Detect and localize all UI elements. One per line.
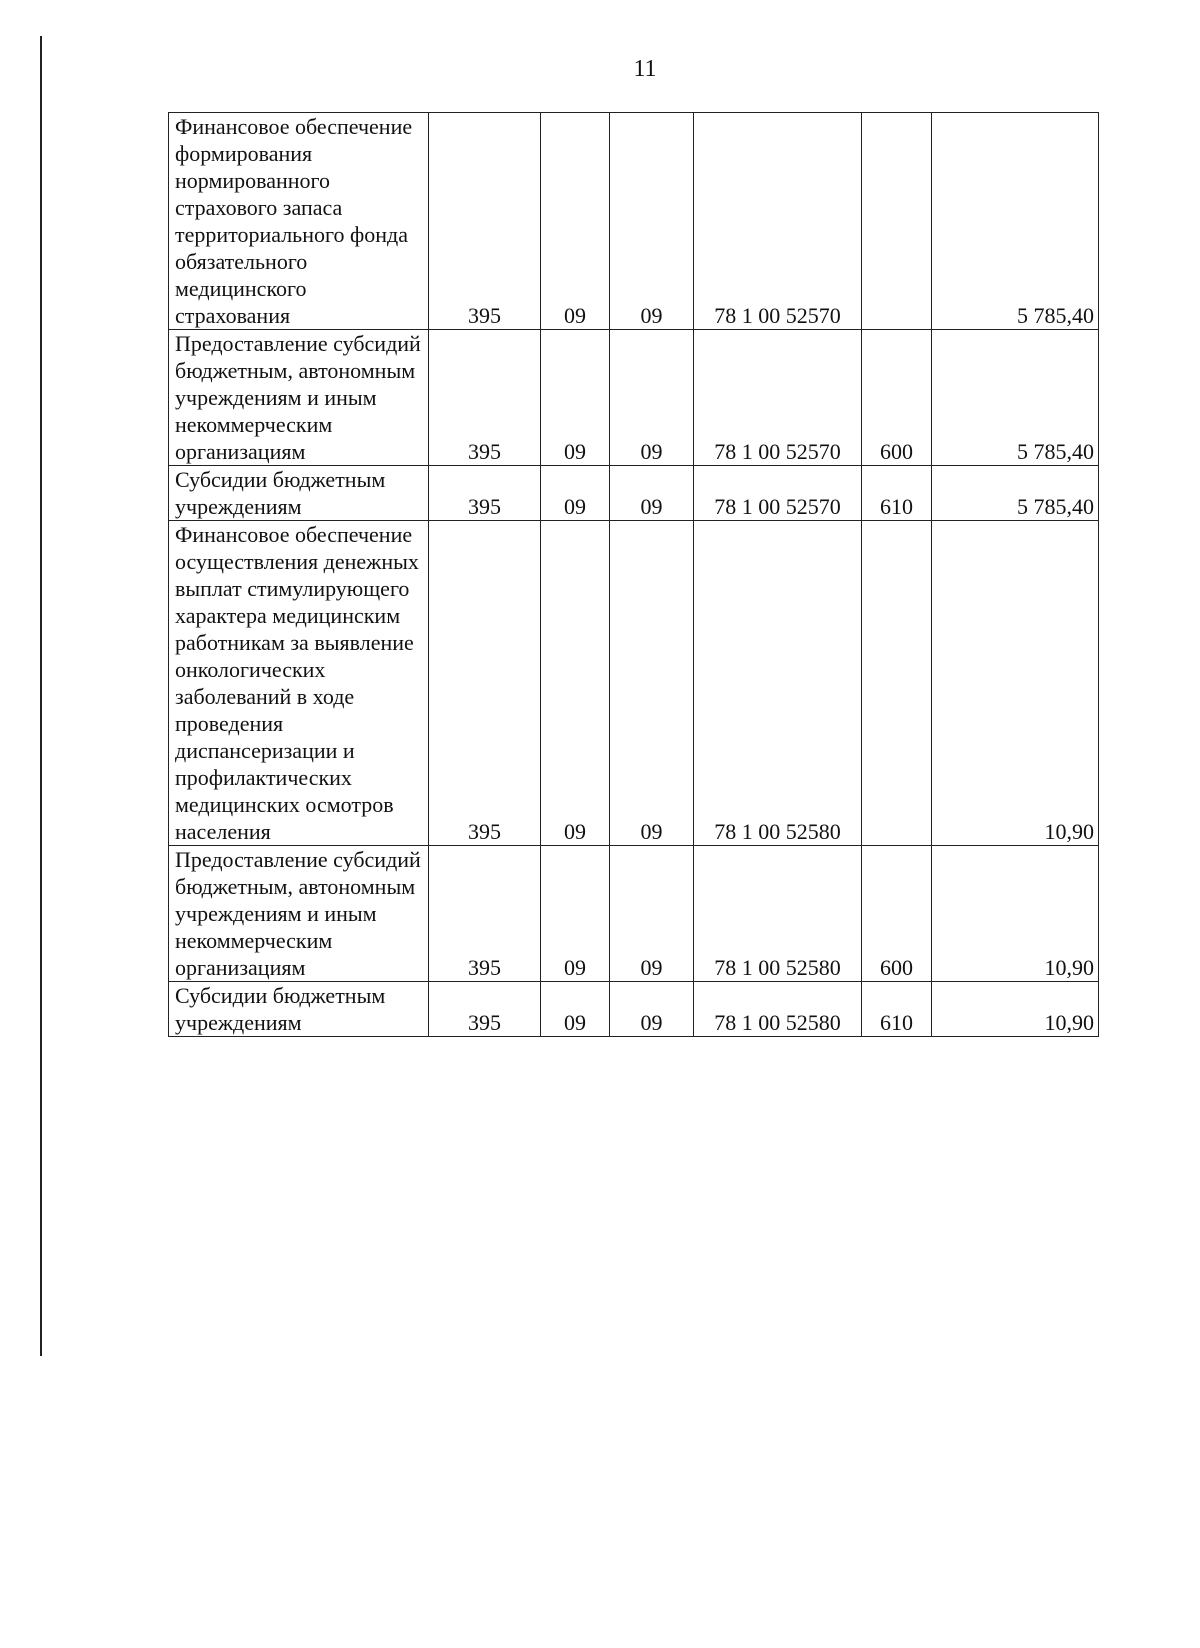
row-csr: 78 1 00 52580 — [694, 982, 862, 1037]
row-grbs: 395 — [429, 982, 541, 1037]
row-name: Предоставление субсидий бюджетным, автономным учреждениям и иным некоммерческим организациям — [169, 330, 429, 466]
table-row — [169, 982, 1099, 1037]
row-pr: 09 — [610, 113, 694, 330]
row-pr: 09 — [610, 982, 694, 1037]
row-rz: 09 — [541, 113, 610, 330]
page-number: 11 — [633, 56, 657, 82]
row-sum: 5 785,40 — [932, 466, 1099, 521]
row-vr: 610 — [862, 466, 932, 521]
row-grbs: 395 — [429, 521, 541, 846]
row-sum: 10,90 — [932, 982, 1099, 1037]
row-pr: 09 — [610, 330, 694, 466]
row-csr: 78 1 00 52570 — [694, 113, 862, 330]
table-row — [169, 521, 1099, 846]
row-pr: 09 — [610, 846, 694, 982]
row-name: Финансовое обеспечение формирования нормированного страхового запаса территориального фонда обязательного медицинского страхования — [169, 113, 429, 330]
row-vr — [862, 113, 932, 330]
row-pr: 09 — [610, 521, 694, 846]
row-vr — [862, 521, 932, 846]
budget-table — [168, 112, 1099, 1037]
row-name: Предоставление субсидий бюджетным, автономным учреждениям и иным некоммерческим организациям — [169, 846, 429, 982]
row-grbs: 395 — [429, 466, 541, 521]
row-sum: 5 785,40 — [932, 330, 1099, 466]
row-rz: 09 — [541, 521, 610, 846]
row-csr: 78 1 00 52570 — [694, 466, 862, 521]
row-name: Субсидии бюджетным учреждениям — [169, 982, 429, 1037]
row-rz: 09 — [541, 330, 610, 466]
row-grbs: 395 — [429, 846, 541, 982]
row-rz: 09 — [541, 466, 610, 521]
row-sum: 5 785,40 — [932, 113, 1099, 330]
row-csr: 78 1 00 52580 — [694, 846, 862, 982]
row-grbs: 395 — [429, 330, 541, 466]
row-rz: 09 — [541, 846, 610, 982]
table-row — [169, 466, 1099, 521]
left-margin-line — [40, 36, 42, 1356]
row-name: Субсидии бюджетным учреждениям — [169, 466, 429, 521]
row-grbs: 395 — [429, 113, 541, 330]
table-row — [169, 846, 1099, 982]
row-sum: 10,90 — [932, 521, 1099, 846]
row-vr: 600 — [862, 846, 932, 982]
row-pr: 09 — [610, 466, 694, 521]
row-sum: 10,90 — [932, 846, 1099, 982]
table-row — [169, 330, 1099, 466]
table-row — [169, 113, 1099, 330]
row-csr: 78 1 00 52580 — [694, 521, 862, 846]
row-vr: 600 — [862, 330, 932, 466]
row-rz: 09 — [541, 982, 610, 1037]
row-vr: 610 — [862, 982, 932, 1037]
row-name: Финансовое обеспечение осуществления денежных выплат стимулирующего характера медицинским работникам за выявление онкологических заболеваний в ходе проведения диспансеризации и профилактических медицинских осмотров населения — [169, 521, 429, 846]
row-csr: 78 1 00 52570 — [694, 330, 862, 466]
